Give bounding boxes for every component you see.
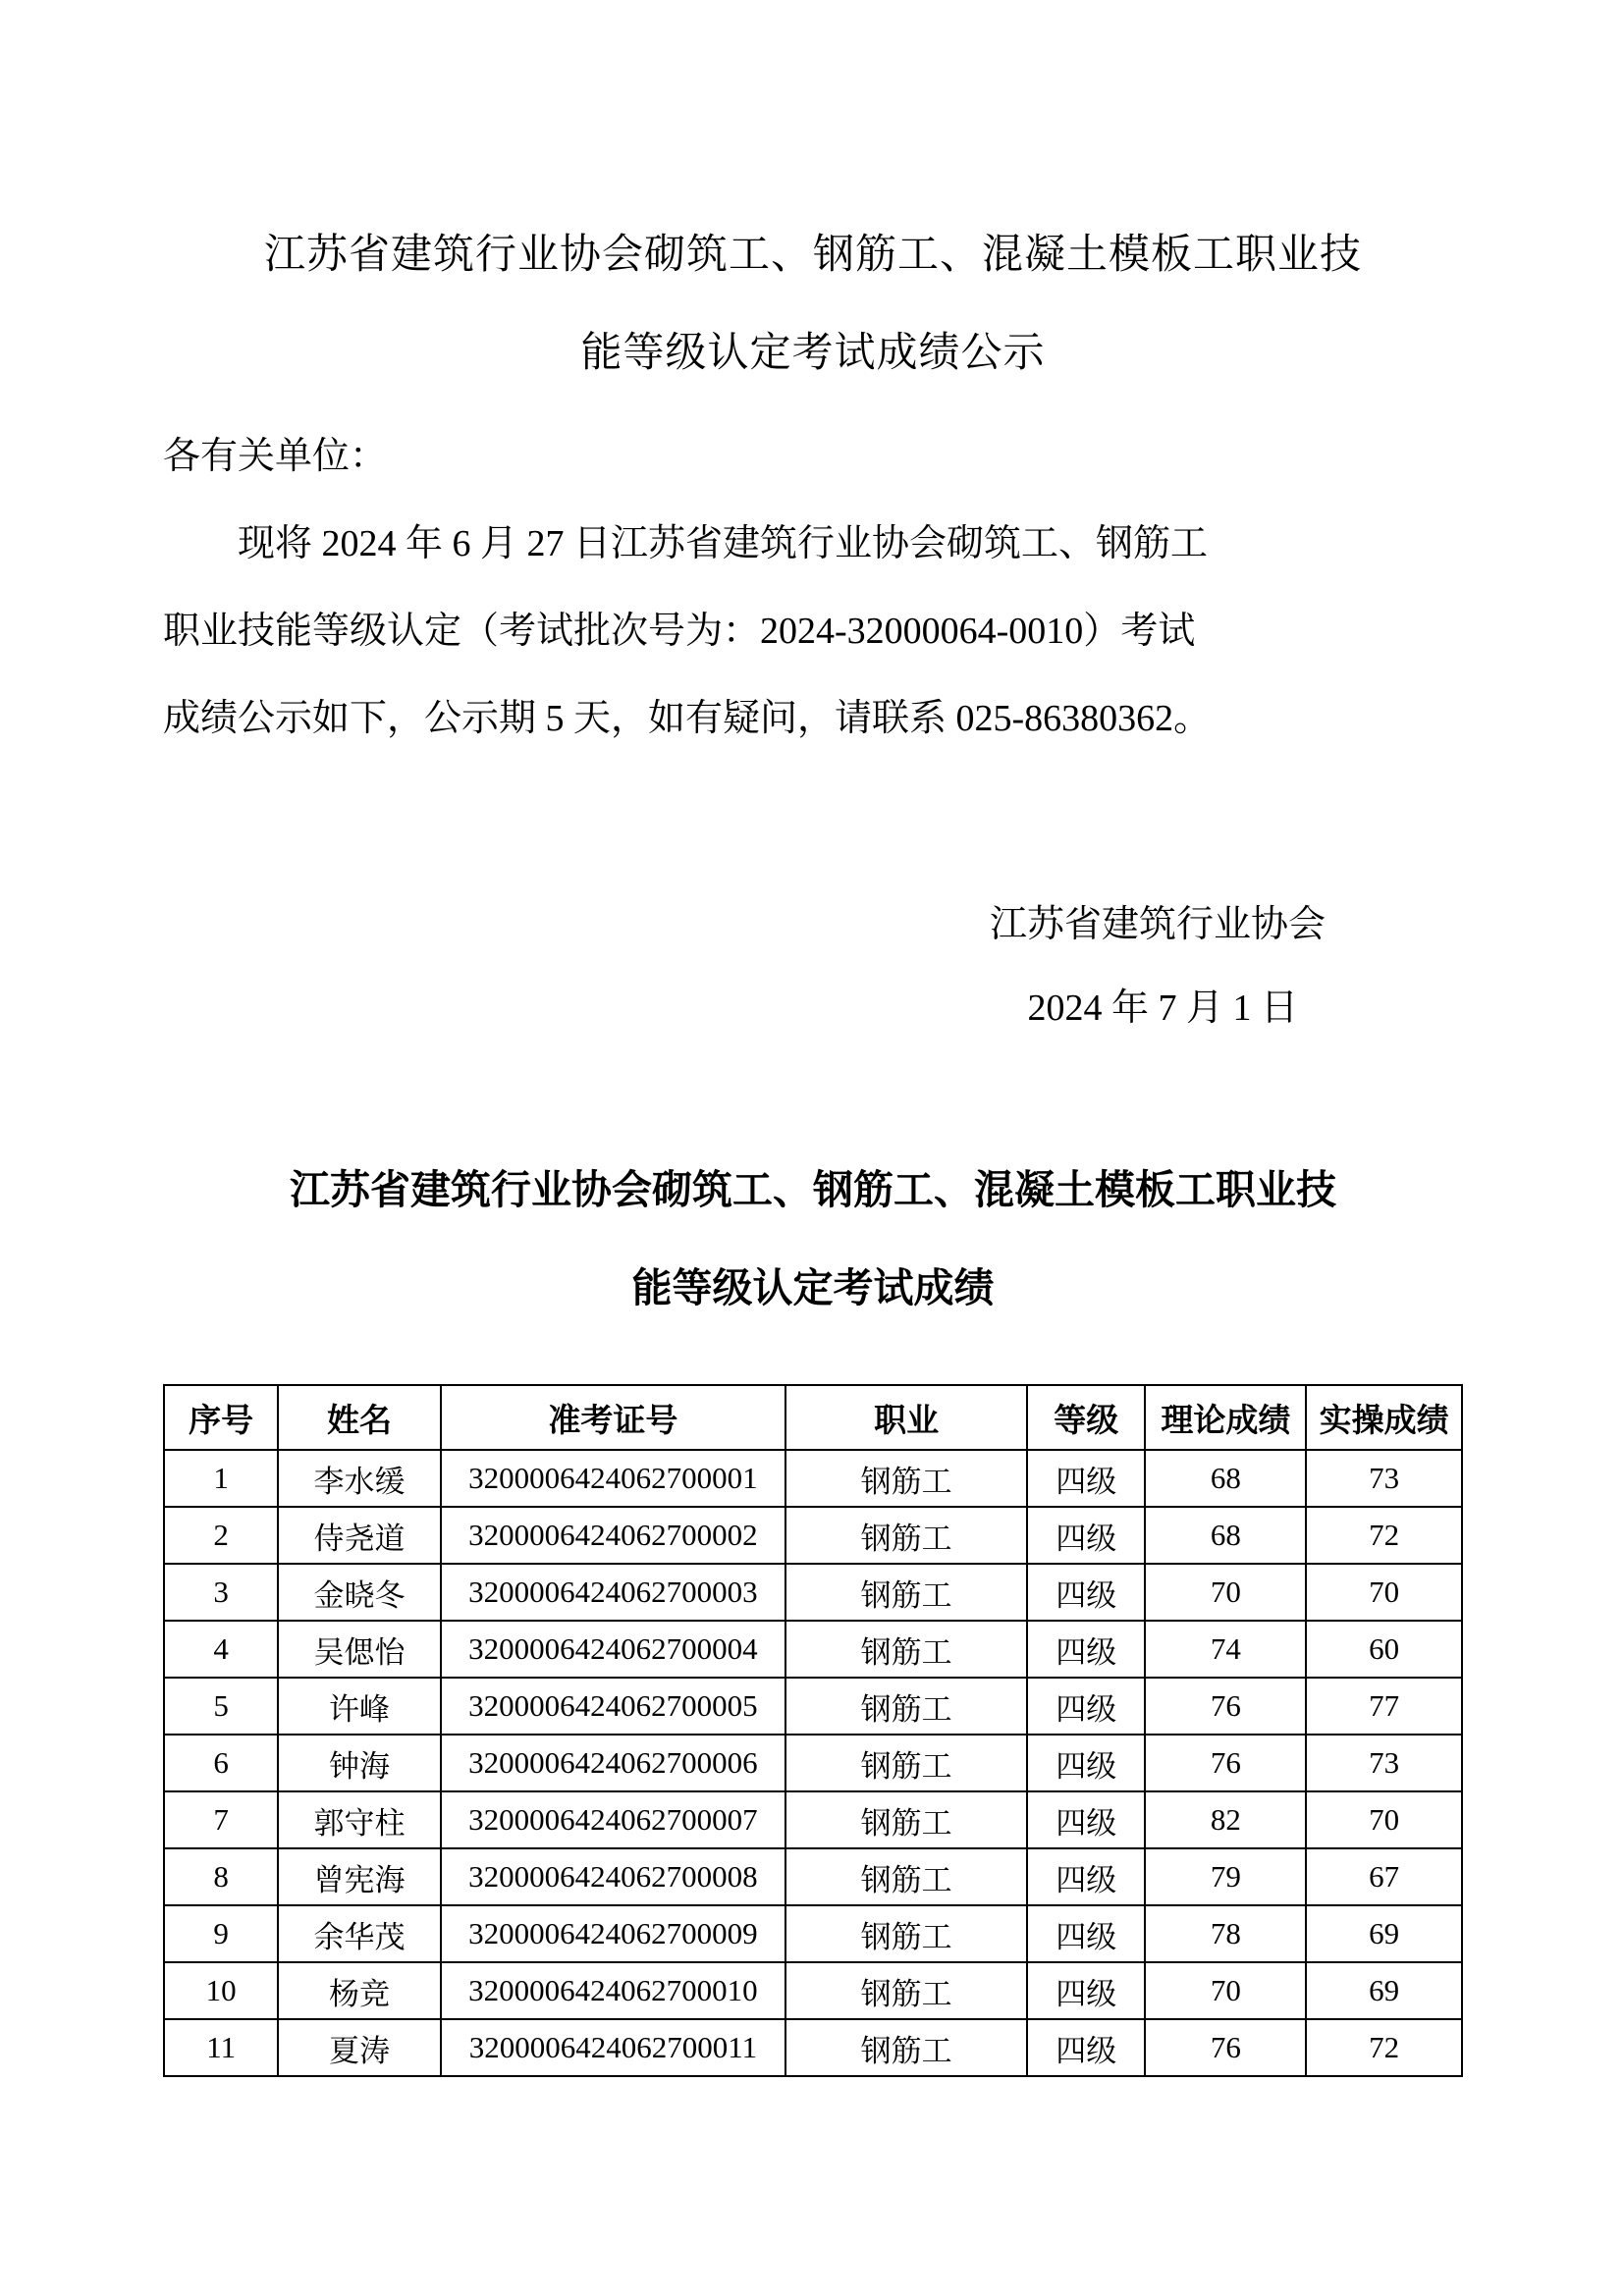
cell-occupation: 钢筋工 (785, 1564, 1027, 1621)
cell-practical-score: 72 (1306, 1507, 1462, 1564)
cell-index: 3 (164, 1564, 278, 1621)
cell-name: 杨竞 (278, 1962, 440, 2019)
table-row (164, 2019, 1462, 2076)
cell-occupation: 钢筋工 (785, 1848, 1027, 1905)
body-line-2: 职业技能等级认定（考试批次号为：2024-32000064-0010）考试 (163, 611, 1196, 652)
cell-practical-score: 67 (1306, 1848, 1462, 1905)
cell-practical-score: 69 (1306, 1962, 1462, 2019)
cell-theory-score: 74 (1145, 1621, 1306, 1678)
cell-level: 四级 (1027, 1450, 1145, 1507)
cell-level: 四级 (1027, 1507, 1145, 1564)
cell-theory-score: 76 (1145, 2019, 1306, 2076)
cell-theory-score: 78 (1145, 1905, 1306, 1962)
cell-admission-number: 3200006424062700006 (441, 1735, 786, 1791)
cell-admission-number: 3200006424062700008 (441, 1848, 786, 1905)
cell-practical-score: 70 (1306, 1791, 1462, 1848)
table-row (164, 1564, 1462, 1621)
cell-theory-score: 76 (1145, 1735, 1306, 1791)
results-table-title-line-2: 能等级认定考试成绩 (631, 1265, 995, 1310)
cell-admission-number: 3200006424062700005 (441, 1678, 786, 1735)
cell-practical-score: 73 (1306, 1735, 1462, 1791)
cell-index: 6 (164, 1735, 278, 1791)
column-header: 姓名 (278, 1385, 440, 1450)
document-title-line-2: 能等级认定考试成绩公示 (580, 331, 1046, 376)
cell-admission-number: 3200006424062700002 (441, 1507, 786, 1564)
cell-theory-score: 79 (1145, 1848, 1306, 1905)
cell-occupation: 钢筋工 (785, 1450, 1027, 1507)
cell-index: 1 (164, 1450, 278, 1507)
cell-practical-score: 77 (1306, 1678, 1462, 1735)
salutation: 各有关单位： (163, 436, 388, 477)
cell-level: 四级 (1027, 1848, 1145, 1905)
cell-admission-number: 3200006424062700001 (441, 1450, 786, 1507)
cell-name: 郭守柱 (278, 1791, 440, 1848)
cell-theory-score: 68 (1145, 1507, 1306, 1564)
cell-name: 钟海 (278, 1735, 440, 1791)
document-title (163, 206, 1463, 402)
body-line-3: 成绩公示如下，公示期 5 天，如有疑问，请联系 025-86380362。 (163, 698, 1212, 739)
cell-occupation: 钢筋工 (785, 1621, 1027, 1678)
table-row (164, 1507, 1462, 1564)
cell-occupation: 钢筋工 (785, 1507, 1027, 1564)
cell-occupation: 钢筋工 (785, 2019, 1027, 2076)
column-header: 准考证号 (441, 1385, 786, 1450)
column-header: 职业 (785, 1385, 1027, 1450)
cell-theory-score: 70 (1145, 1564, 1306, 1621)
cell-practical-score: 60 (1306, 1621, 1462, 1678)
cell-theory-score: 82 (1145, 1791, 1306, 1848)
cell-practical-score: 69 (1306, 1905, 1462, 1962)
table-row (164, 1621, 1462, 1678)
column-header: 实操成绩 (1306, 1385, 1462, 1450)
table-row (164, 1450, 1462, 1507)
cell-level: 四级 (1027, 1678, 1145, 1735)
cell-level: 四级 (1027, 2019, 1145, 2076)
cell-index: 11 (164, 2019, 278, 2076)
body-line-1: 现将 2024 年 6 月 27 日江苏省建筑行业协会砌筑工、钢筋工 (238, 523, 1209, 564)
table-row (164, 1791, 1462, 1848)
cell-index: 8 (164, 1848, 278, 1905)
cell-name: 吴偲怡 (278, 1621, 440, 1678)
results-table-body (164, 1450, 1462, 2076)
cell-name: 夏涛 (278, 2019, 440, 2076)
column-header: 等级 (1027, 1385, 1145, 1450)
cell-index: 4 (164, 1621, 278, 1678)
cell-theory-score: 76 (1145, 1678, 1306, 1735)
cell-admission-number: 3200006424062700003 (441, 1564, 786, 1621)
cell-index: 9 (164, 1905, 278, 1962)
cell-admission-number: 3200006424062700009 (441, 1905, 786, 1962)
table-row (164, 1735, 1462, 1791)
cell-index: 10 (164, 1962, 278, 2019)
results-table-header-row (164, 1385, 1462, 1450)
signature-date: 2024 年 7 月 1 日 (1027, 988, 1298, 1029)
cell-practical-score: 72 (1306, 2019, 1462, 2076)
cell-name: 金晓冬 (278, 1564, 440, 1621)
results-table-title (268, 1141, 1358, 1337)
cell-practical-score: 73 (1306, 1450, 1462, 1507)
cell-name: 曾宪海 (278, 1848, 440, 1905)
results-table-title-line-1: 江苏省建筑行业协会砌筑工、钢筋工、混凝土模板工职业技 (290, 1167, 1336, 1212)
body-paragraph (163, 501, 1463, 763)
cell-occupation: 钢筋工 (785, 1735, 1027, 1791)
cell-index: 5 (164, 1678, 278, 1735)
cell-level: 四级 (1027, 1905, 1145, 1962)
column-header: 理论成绩 (1145, 1385, 1306, 1450)
cell-admission-number: 3200006424062700007 (441, 1791, 786, 1848)
cell-occupation: 钢筋工 (785, 1962, 1027, 2019)
cell-level: 四级 (1027, 1564, 1145, 1621)
cell-name: 侍尧道 (278, 1507, 440, 1564)
cell-level: 四级 (1027, 1791, 1145, 1848)
table-row (164, 1962, 1462, 2019)
cell-name: 李水缓 (278, 1450, 440, 1507)
cell-level: 四级 (1027, 1735, 1145, 1791)
results-table (163, 1384, 1463, 2077)
table-row (164, 1905, 1462, 1962)
cell-index: 2 (164, 1507, 278, 1564)
cell-level: 四级 (1027, 1962, 1145, 2019)
cell-index: 7 (164, 1791, 278, 1848)
cell-occupation: 钢筋工 (785, 1791, 1027, 1848)
signature-organization: 江苏省建筑行业协会 (989, 904, 1326, 945)
column-header: 序号 (164, 1385, 278, 1450)
document-title-line-1: 江苏省建筑行业协会砌筑工、钢筋工、混凝土模板工职业技 (263, 233, 1362, 278)
cell-name: 余华茂 (278, 1905, 440, 1962)
cell-theory-score: 68 (1145, 1450, 1306, 1507)
cell-occupation: 钢筋工 (785, 1905, 1027, 1962)
cell-admission-number: 3200006424062700010 (441, 1962, 786, 2019)
cell-level: 四级 (1027, 1621, 1145, 1678)
cell-admission-number: 3200006424062700004 (441, 1621, 786, 1678)
cell-occupation: 钢筋工 (785, 1678, 1027, 1735)
cell-practical-score: 70 (1306, 1564, 1462, 1621)
table-row (164, 1848, 1462, 1905)
table-row (164, 1678, 1462, 1735)
cell-name: 许峰 (278, 1678, 440, 1735)
cell-admission-number: 3200006424062700011 (441, 2019, 786, 2076)
cell-theory-score: 70 (1145, 1962, 1306, 2019)
